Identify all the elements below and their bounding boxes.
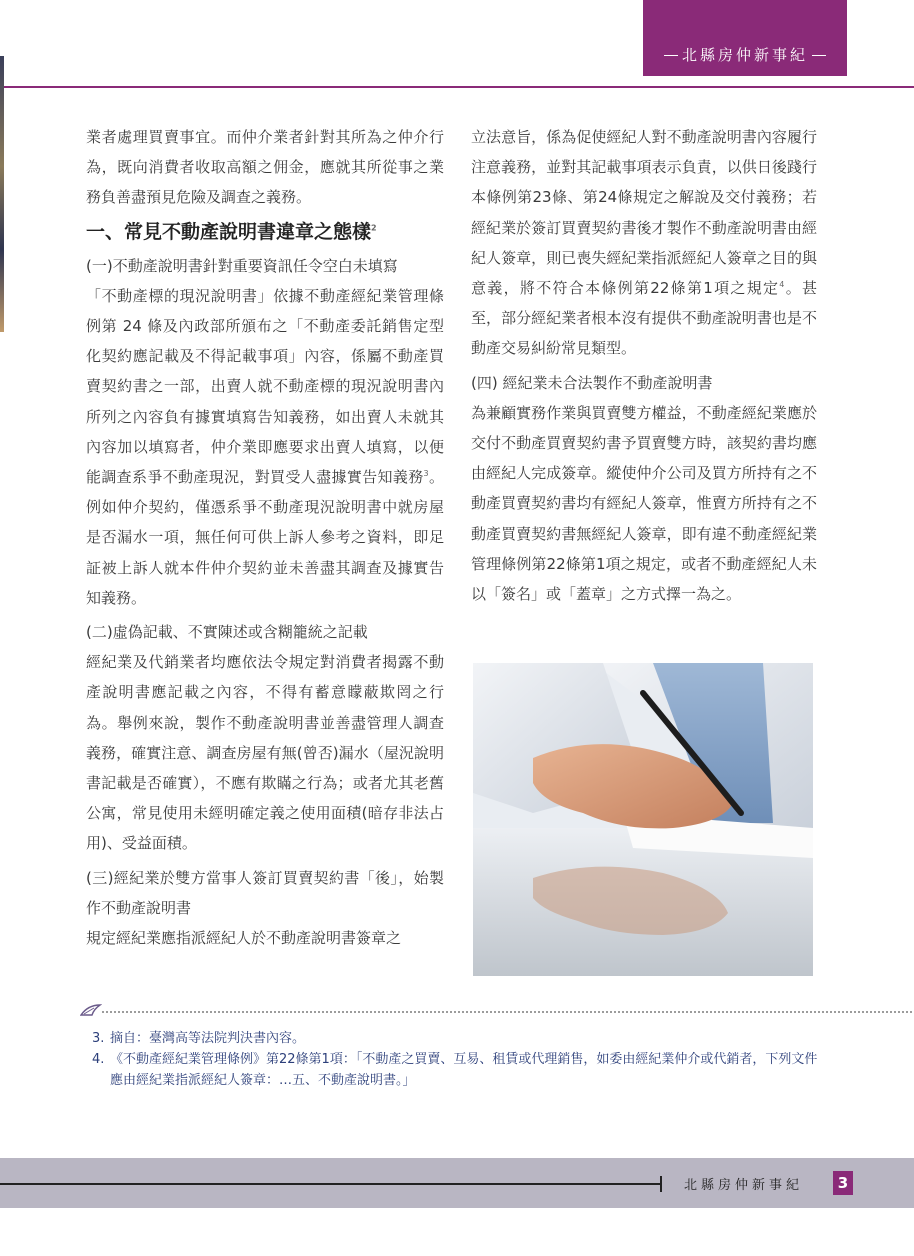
footnote-text: 摘自：臺灣高等法院判決書內容。 [110,1031,306,1046]
pen-signing-photo [473,663,813,976]
footnote-number: 3. [92,1031,105,1046]
header-title: 北縣房仲新事紀 [643,44,847,65]
subsection-1-body-b: 。例如仲介契約，僅憑系爭不動產現況說明書中就房屋是否漏水一項，無任何可供上訴人參考之資料，即足証被上訴人就本件仲介契約並未善盡其調查及據實告知義務。 [86,468,444,607]
subsection-4-body: 為兼顧實務作業與買賣雙方權益，不動產經紀業應於交付不動產買賣契約書予買賣雙方時，該契約書均應由經紀人完成簽章。縱使仲介公司及買方所持有之不動產買賣契約書均有經紀人簽章，惟賣方所持有之不動產買賣契約書無經紀人簽章，即有違不動產經紀業管理條例第22條第1項之規定，或者不動產經紀人未以「簽名」或「蓋章」之方式擇一為之。 [471,403,817,604]
intro-paragraph: 業者處理買賣事宜。而仲介業者針對其所為之仲介行為，既向消費者收取高額之佣金，應就其所從事之業務負善盡預見危險及調查之義務。 [86,128,444,207]
right-column [471,122,817,609]
subsection-1-title: (一)不動產說明書針對重要資訊任令空白未填寫 [86,256,398,275]
continuation-text-a: 立法意旨，係為促使經紀人對不動產說明書內容履行注意義務，並對其記載事項表示負責，以供日後踐行本條例第23條、第24條規定之解說及交付義務；若經紀業於簽訂買賣契約書後才製作不動產說明書由經紀人簽章，則已喪失經紀業指派經紀人簽章之目的與意義，將不符合本條例第22條第1項之規定 [471,128,817,298]
subsection-1-body-a: 「不動產標的現況說明書」依據不動產經紀業管理條例第 24 條及內政部所頒布之「不動產委託銷售定型化契約應記載及不得記載事項」內容，係屬不動產買賣契約書之一部，出賣人就不動產標的現況說明書內所列之內容負有據實填寫告知義務，如出賣人未就其內容加以填寫者，仲介業即應要求出賣人填寫，以便能調查系爭不動產現況，對買受人盡據實告知義務 [86,286,444,487]
footnote-3 [92,1028,822,1049]
header-tab [643,0,847,76]
section-heading-text: 一、常見不動產說明書違章之態樣 [86,220,372,243]
header-rule [0,86,914,88]
pen-signing-photo-art [473,663,813,976]
footnote-ref-4: 4 [779,280,785,290]
quill-icon [80,1003,102,1017]
facing-page-edge [0,56,4,332]
footnote-ref-3: 3 [423,469,429,479]
footnote-separator [102,1011,912,1013]
footer-rule-tick [660,1176,662,1192]
footnotes [92,1028,822,1091]
page-number: 3 [833,1171,853,1195]
left-column [86,122,444,953]
footnote-4 [92,1049,822,1091]
footnote-ref-2: 2 [371,223,377,233]
footnote-text: 《不動產經紀業管理條例》第22條第1項：「不動產之買賣、互易、租賃或代理銷售，如委由經紀業仲介或代銷者，下列文件應由經紀業指派經紀人簽章：…五、不動產說明書。」 [110,1052,818,1088]
subsection-3-body: 規定經紀業應指派經紀人於不動產說明書簽章之 [86,929,402,948]
subsection-2-title: (二)虛偽記載、不實陳述或含糊籠統之記載 [86,623,368,642]
footer-rule [0,1183,660,1185]
subsection-1-body [86,281,444,613]
subsection-4-title: (四) 經紀業未合法製作不動產說明書 [471,373,713,392]
footer-title: 北縣房仲新事紀 [684,1178,804,1193]
continuation-text-b: 。甚至，部分經紀業者根本沒有提供不動產說明書也是不動產交易糾紛常見類型。 [471,279,817,358]
continuation-paragraph [471,122,817,364]
footnote-number: 4. [92,1052,105,1067]
section-heading [86,217,444,247]
subsection-3-title: (三)經紀業於雙方當事人簽訂買賣契約書「後」，始製作不動產說明書 [86,868,444,917]
subsection-2-body: 經紀業及代銷業者均應依法令規定對消費者揭露不動產說明書應記載之內容，不得有蓄意矇蔽欺罔之行為。舉例來說，製作不動產說明書並善盡管理人調查義務，確實注意、調查房屋有無(曾否)漏水（屋況說明書記載是否確實），不應有欺瞞之行為；或者尤其老舊公寓，常見使用未經明確定義之使用面積(暗存非法占用)、受益面積。 [86,653,444,853]
